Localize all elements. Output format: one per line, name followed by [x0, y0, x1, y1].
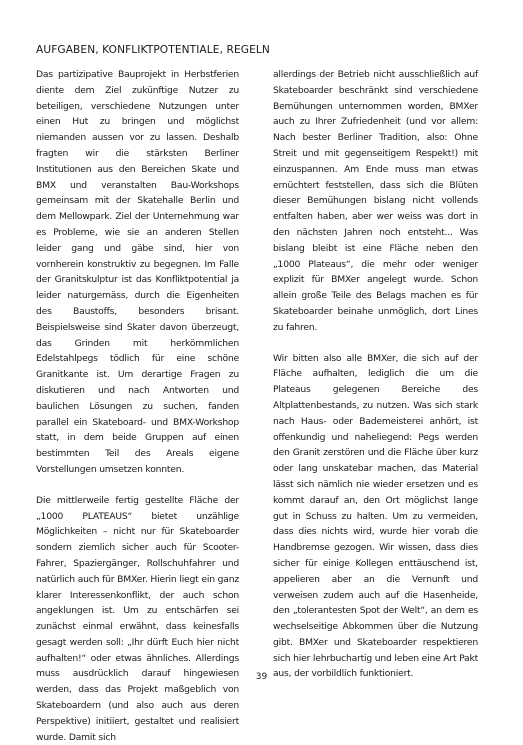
paragraph: Die mittlerweile fertig gestellte Fläche der „1000 PLATEAUS“ bietet unzählige Möglichkeiten – nicht nur für Skateboarder sondern ziemlich sicher auch für Scooter-Fahrer, Spaziergänger, Rollschuhfahrer und natürlich auch für BMXer. Hierin liegt ein ganz klarer Interessenkonflikt, der auch schon angeklungen ist. Um zu entschärfen sei zunächst einmal erwähnt, dass keinesfalls gesagt werden soll: „Ihr dürft Euch hier nicht aufhalten!“ oder etwas ähnliches. Allerdings muss ausdrücklich darauf hingewiesen werden, dass das Projekt maßgeblich von Skateboardern (und also auch aus deren Perspektive) initiiert, gestaltet und realisiert wurde. Damit sich [36, 494, 239, 743]
paragraph: Das partizipative Bauprojekt in Herbstferien diente dem Ziel zukünftige Nutzer zu beteiligen, verschiedene Nutzungen unter einen Hut zu bringen und möglichst niemanden aussen vor zu lassen. Deshalb fragten wir die stärksten Berliner Institutionen aus den Bereichen Skate und BMX und veranstalten Bau-Workshops gemeinsam mit der Skatehalle Berlin und dem Mellowpark. Ziel der Unternehmung war es Probleme, wie sie an anderen Stellen leider gang und gäbe sind, hier von vornherein konstruktiv zu begegnen. Im Falle der Granitskulptur ist das Konfliktpotential ja leider naturgemäss, durch die Eigenheiten des Baustoffs, besonders brisant. Beispielsweise sind Skater davon überzeugt, das Grinden mit herkömmlichen Edelstahlpegs tödlich für eine schöne Granitkante ist. Um derartige Fragen zu diskutieren und nach Antworten und baulichen Lösungen zu suchen, fanden parallel ein Skateboard- und BMX-Workshop statt, in dem beide Gruppen auf einen bestimmten Teil des Areals eigene Vorstellungen umsetzen konnten. [36, 69, 239, 475]
paragraph: Wir bitten also alle BMXer, die sich auf der Fläche aufhalten, lediglich die um die Plateaus gelegenen Bereiche des Altplattenbestands, zu nutzen. Was sich stark nach Haus- oder Bademeisterei anhört, ist offenkundig und naheliegend: Pegs werden den Granit zerstören und die Fläche über kurz oder lang unskatebar machen, das Material lässt sich nämlich nie wieder ersetzen und es kommt darauf an, den Ort möglichst lange gut in Schuss zu halten. Um zu vermeiden, dass dies nichts wird, wurde hier vorab die Handbremse gezogen. Wir wissen, dass dies sicher für einige Kollegen enttäuschend ist, appelieren aber an die Vernunft und verweisen zudem auch auf die Hasenheide, den „tolerantesten Spot der Welt“, an dem es wechselseitige Abkommen über die Nutzung gibt. BMXer und Skateboarder respektieren sich hier lehrbuchartig und leben eine Art Pakt aus, der vorbildlich funktioniert. [273, 352, 478, 680]
section-heading: AUFGABEN, KONFLIKTPOTENTIALE, REGELN [36, 44, 270, 57]
paragraph: allerdings der Betrieb nicht ausschließlich auf Skateboarder beschränkt sind verschiedene Bemühungen unternommen worden, BMXer auch zu Ihrer Zufriedenheit (und vor allem: Nach bester Berliner Tradition, also: Ohne Streit und mit gegenseitigem Respekt!) mit einzuspannen. Am Ende muss man etwas ernüchtert feststellen, dass sich die Blüten dieser Bemühungen bislang nicht vollends entfalten haben, aber wer weiss was dort in den nächsten Jahren noch entsteht... Was bislang bleibt ist eine Fläche neben den „1000 Plateaus“, die mehr oder weniger explizit für BMXer angelegt wurde. Schon allein große Teile des Belags machen es für Skateboarder beinahe unmöglich, dort Lines zu fahren. [273, 69, 478, 333]
page-number: 39 [255, 672, 268, 682]
right-text-column [273, 67, 478, 682]
left-text-column [36, 67, 239, 745]
